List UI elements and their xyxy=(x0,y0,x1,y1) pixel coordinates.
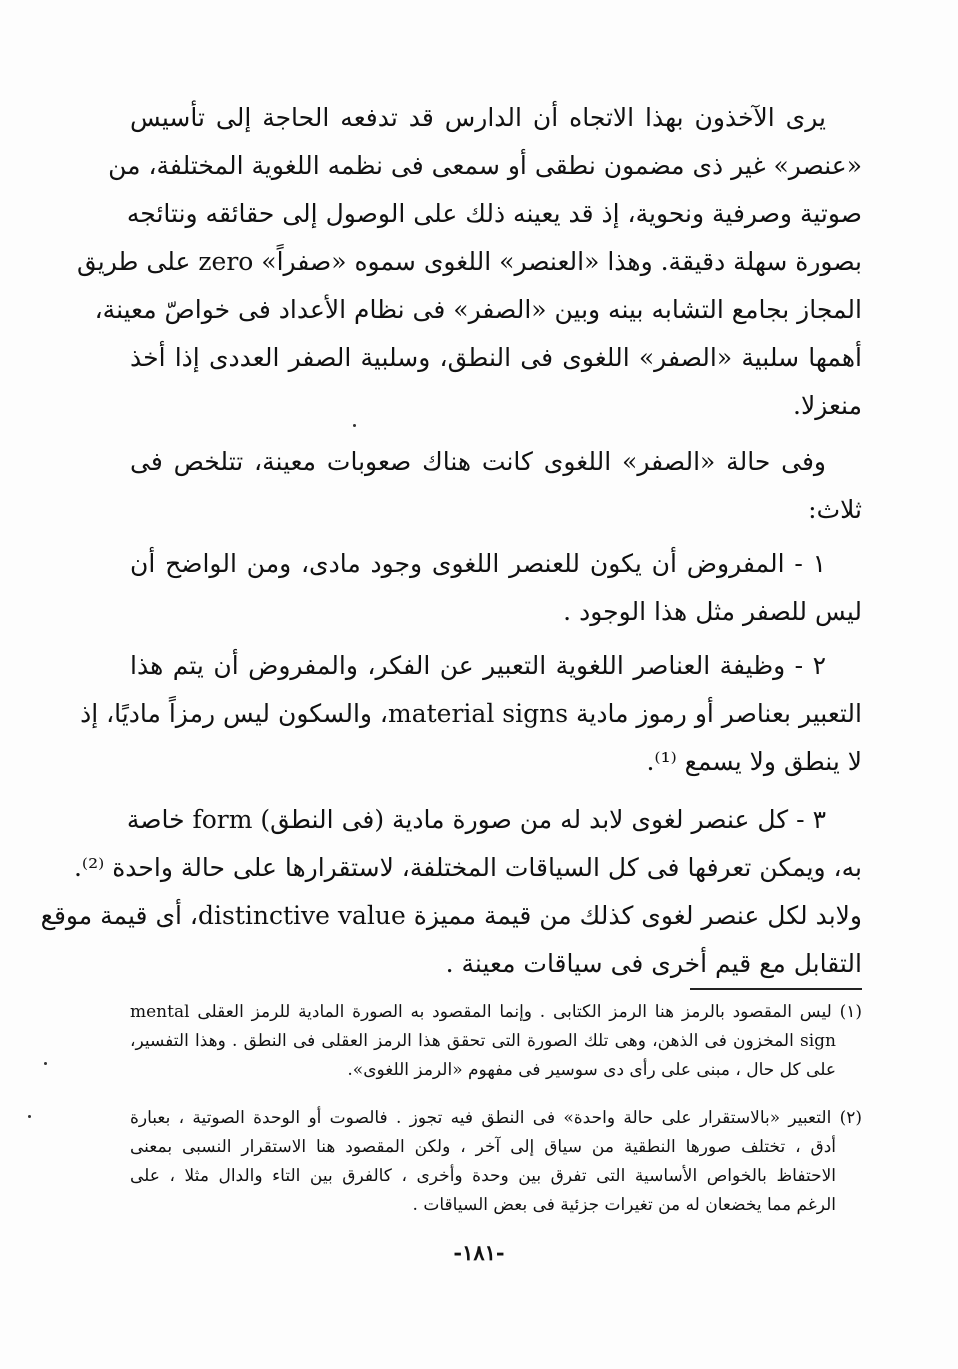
footnote-2 xyxy=(130,1104,862,1220)
text-line: منعزلا. xyxy=(793,391,862,420)
text-line: صوتية وصرفية ونحوية، إذ قد يعينه ذلك على الوصول إلى حقائقه ونتائجه xyxy=(126,199,862,228)
footnote-line: الاحتفاظ بالخواص الأساسية التى تفرق بين وحدة وأخرى ، كالفرق بين التاء والدال مثلا ، على xyxy=(130,1166,836,1186)
text-line: أهمها سلبية «الصفر» اللغوى فى النطق، وسلبية الصفر العددى إذا أخذ xyxy=(130,343,862,372)
footnote-line: (٢) التعبير «بالاستقرار على حالة واحدة» فى النطق فيه تجوز . فالصوت أو الوحدة الصوتية ، بعبارة xyxy=(130,1108,862,1128)
footnote-1 xyxy=(130,998,862,1085)
text-line: التقابل مع قيم أخرى فى سياقات معينة . xyxy=(445,949,862,978)
text-line: ٢ - وظيفة العناصر اللغوية التعبير عن الفكر، والمفروض أن يتم هذا xyxy=(130,651,826,680)
text-line: المجاز بجامع التشابه بينه وبين «الصفر» فى نظام الأعداد فى خواصّ معينة، xyxy=(94,295,862,324)
text-line: ثلاث: xyxy=(808,495,862,524)
text-line: ولابد لكل عنصر لغوى كذلك من قيمة مميزة distinctive value، أى قيمة موقع xyxy=(40,901,862,930)
text-line: «عنصر» غير ذى مضمون نطقى أو سمعى فى نظمه اللغوية المختلفة، من xyxy=(108,151,862,180)
scan-speck xyxy=(44,1062,47,1065)
text-line: به، ويمكن تعرفها فى كل السياقات المختلفة، لاستقرارها على حالة واحدة ⁽²⁾. xyxy=(73,853,862,882)
paragraph-4 xyxy=(80,642,862,786)
footnote-separator xyxy=(690,988,862,990)
text-line: وفى حالة «الصفر» اللغوى كانت هناك صعوبات معينة، تتلخص فى xyxy=(130,447,826,476)
footnote-line: أدق ، تختلف صورها النطقية من سياق إلى آخر ، ولكن المقصود هنا الاستقرار النسبى بمعنى xyxy=(130,1137,836,1157)
text-line: يرى الآخذون بهذا الاتجاه أن الدارس قد تدفعه الحاجة إلى تأسيس xyxy=(130,103,826,132)
page-number: -١٨١- xyxy=(453,1240,505,1265)
paragraph-3 xyxy=(130,540,862,636)
text-line: ليس للصفر مثل هذا الوجود . xyxy=(563,597,862,626)
text-line: ٣ - كل عنصر لغوى لابد له من صورة مادية (فى النطق) form خاصة xyxy=(126,805,826,834)
paragraph-1 xyxy=(76,94,862,430)
scan-speck xyxy=(353,424,356,427)
text-line: التعبير بعناصر أو رموز مادية material signs، والسكون ليس رمزاً ماديًا، إذ xyxy=(80,699,862,728)
footnote-line: على كل حال ، مبنى على رأى دى سوسير فى مفهوم «الرمز اللغوى». xyxy=(347,1060,836,1080)
footnote-line: الرغم مما يخضعان له من تغيرات جزئية فى بعض السياقات . xyxy=(412,1195,836,1215)
paragraph-2 xyxy=(130,438,862,534)
footnote-line: (١) ليس المقصود بالرمز هنا الرمز الكتابى . وإنما المقصود به الصورة المادية للرمز العقلى mental xyxy=(130,1002,862,1022)
paragraph-5 xyxy=(40,796,862,988)
text-line: ١ - المفروض أن يكون للعنصر اللغوى وجود مادى، ومن الواضح أن xyxy=(130,549,826,578)
scan-speck xyxy=(28,1115,31,1118)
text-line: بصورة سهلة دقيقة. وهذا «العنصر» اللغوى سموه «صفراً» zero على طريق xyxy=(76,247,862,276)
footnote-line: sign المخزون فى الذهن، وهى تلك الصورة التى تحقق هذا الرمز العقلى فى النطق . وهذا التفسير، xyxy=(130,1031,836,1051)
text-line: لا ينطق ولا يسمع ⁽¹⁾. xyxy=(646,747,862,776)
